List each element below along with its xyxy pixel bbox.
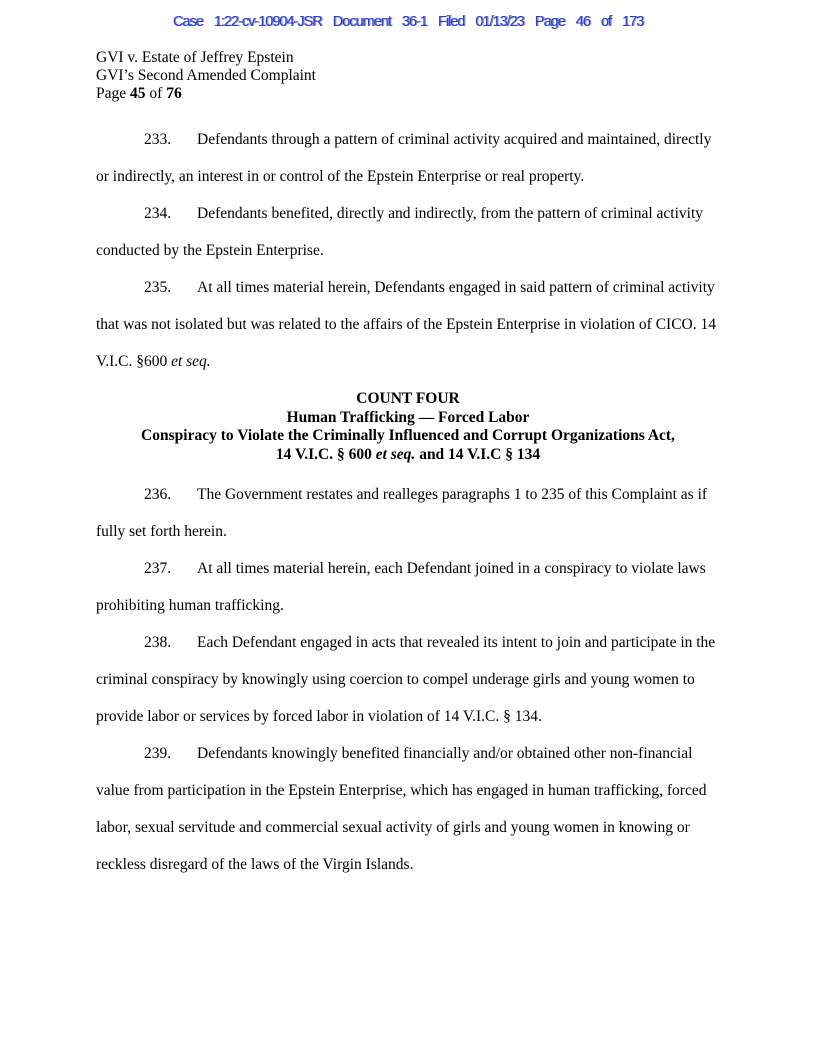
document-header xyxy=(96,49,316,103)
paragraph-number: 237. xyxy=(144,560,172,577)
paragraph xyxy=(96,476,720,550)
count-statute: 14 V.I.C. § 600 et seq. and 14 V.I.C § 134 xyxy=(275,445,541,463)
paragraph-text: Defendants knowingly benefited financially and/or obtained other non-financial value from participation in the Epstein Enterprise, which has engaged in human trafficking, forced labor, sexual servitude and commercial sexual activity of girls and young women in knowing or reckless disregard of the laws of the Virgin Islands. xyxy=(96,745,707,873)
header-page-indicator xyxy=(96,85,316,103)
document-body xyxy=(96,121,720,883)
page-of: of xyxy=(145,85,167,102)
court-filing-stamp xyxy=(0,14,816,30)
paragraph xyxy=(96,735,720,883)
header-document-title: GVI’s Second Amended Complaint xyxy=(96,67,316,84)
paragraph-number: 235. xyxy=(144,279,172,296)
stamp-page-number: Page 46 of 173 xyxy=(534,14,644,30)
paragraph-text: At all times material herein, Defendants engaged in said pattern of criminal activity that was not isolated but was related to the affairs of the Epstein Enterprise in violation of CICO. 14 V.I.C. §600 xyxy=(96,279,716,370)
paragraph-number: 238. xyxy=(144,634,172,651)
paragraph xyxy=(96,195,720,269)
stamp-document-number: Document 36-1 xyxy=(332,14,427,30)
stamp-case-number: Case 1:22-cv-10904-JSR xyxy=(172,14,322,30)
header-case-title: GVI v. Estate of Jeffrey Epstein xyxy=(96,49,294,66)
paragraph-number: 234. xyxy=(144,205,172,222)
paragraphs-after-heading xyxy=(96,476,720,883)
paragraph-text: Defendants benefited, directly and indirectly, from the pattern of criminal activity conducted by the Epstein Enterprise. xyxy=(96,205,703,259)
count-title: COUNT FOUR xyxy=(356,390,460,407)
page-total: 76 xyxy=(166,85,182,102)
paragraph-text: Each Defendant engaged in acts that revealed its intent to join and participate in the criminal conspiracy by knowingly using coercion to compel underage girls and young women to provide labor or services by forced labor in violation of 14 V.I.C. § 134. xyxy=(96,634,716,725)
page-current: 45 xyxy=(130,85,146,102)
paragraph xyxy=(96,121,720,195)
count-subtitle: Human Trafficking — Forced Labor xyxy=(286,408,530,426)
count-description: Conspiracy to Violate the Criminally Influenced and Corrupt Organizations Act, xyxy=(141,427,675,444)
count-heading xyxy=(96,390,720,464)
paragraph xyxy=(96,624,720,735)
paragraph-text: Defendants through a pattern of criminal activity acquired and maintained, directly or indirectly, an interest in or control of the Epstein Enterprise or real property. xyxy=(96,131,712,185)
paragraph-number: 236. xyxy=(144,486,172,503)
paragraph-text: At all times material herein, each Defendant joined in a conspiracy to violate laws prohibiting human trafficking. xyxy=(96,560,706,614)
stamp-filed-date: Filed 01/13/23 xyxy=(437,14,524,30)
page-prefix: Page xyxy=(96,85,131,102)
paragraph-text: The Government restates and realleges paragraphs 1 to 235 of this Complaint as if fully set forth herein. xyxy=(96,486,708,540)
paragraph xyxy=(96,550,720,624)
paragraph-number: 239. xyxy=(144,745,172,762)
paragraph xyxy=(96,269,720,380)
paragraph-italic-citation: et seq. xyxy=(171,353,211,370)
paragraph-number: 233. xyxy=(144,131,172,148)
paragraphs-before-heading xyxy=(96,121,720,380)
